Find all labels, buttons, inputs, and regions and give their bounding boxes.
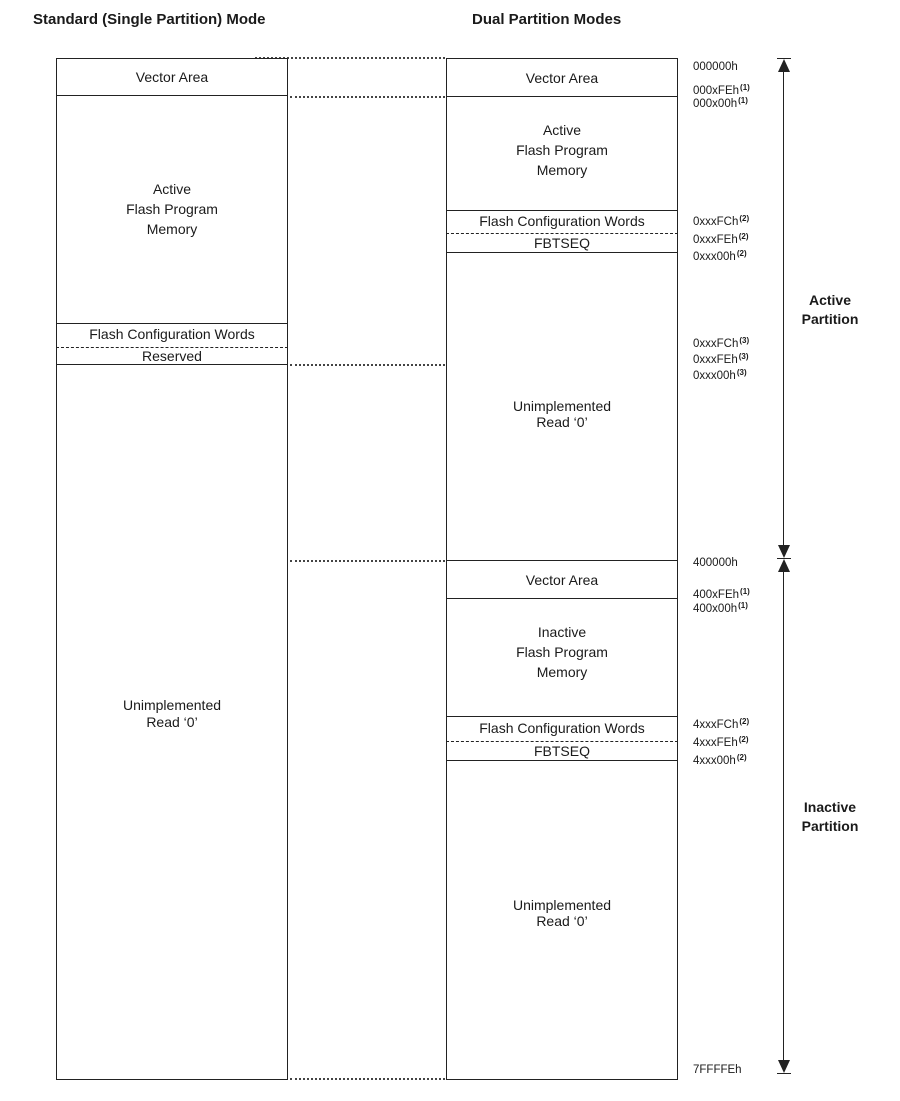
address-label: 0xxxFCh$^{(2)}$ — [693, 214, 750, 228]
address-label: 7FFFFEh — [693, 1064, 742, 1076]
connector-partition-boundary — [290, 560, 445, 562]
connector-bottom — [290, 1078, 445, 1080]
dual-active-fbtseq-bottom-line — [446, 252, 678, 253]
inactive-partition-label: Inactive Partition — [801, 799, 859, 834]
address-label: 4xxxFEh$^{(2)}$ — [693, 735, 749, 749]
dual-active-unimplemented: Unimplemented Read ‘0’ — [512, 398, 612, 430]
active-partition-label: Active Partition — [801, 292, 859, 327]
active-range-line — [783, 70, 784, 546]
standard-unimplemented: Unimplemented Read ‘0’ — [122, 697, 222, 730]
active-range-down-arrowhead — [778, 545, 790, 558]
address-label: 400000h — [693, 557, 738, 569]
dual-active-fbtseq: FBTSEQ — [533, 235, 590, 251]
address-label: 400xFEh$^{(1)}$ — [693, 587, 750, 601]
address-label: $000x00h^{(1)}$ — [693, 96, 748, 110]
dual-active-vector-divider — [446, 96, 678, 97]
dual-inactive-unimplemented: Unimplemented Read ‘0’ — [512, 897, 612, 929]
dual-mode-heading: Dual Partition Modes — [472, 11, 622, 28]
standard-active-flash: Active Flash Program Memory — [126, 181, 218, 237]
inactive-range-up-arrowhead — [778, 559, 790, 572]
address-label: $0xxx00h^{(3)}$ — [693, 368, 747, 382]
dual-inactive-fbtseq: FBTSEQ — [533, 743, 590, 759]
connector-vector-end — [290, 96, 445, 98]
inactive-range-bottom-tick — [777, 1073, 791, 1074]
standard-vector-area: Vector Area — [135, 69, 209, 85]
address-label: $400x00h^{(1)}$ — [693, 601, 748, 615]
address-label: 0xxxFEh$^{(2)}$ — [693, 232, 749, 246]
dual-inactive-fbtseq-bottom-line — [446, 760, 678, 761]
dual-inactive-config-top-line — [446, 716, 678, 717]
address-label: $4xxx00h^{(2)}$ — [693, 753, 747, 767]
dual-inactive-vector-divider — [446, 598, 678, 599]
inactive-range-line — [783, 571, 784, 1061]
dual-active-flash-config-words: Flash Configuration Words — [479, 213, 645, 229]
address-label: 4xxxFCh$^{(2)}$ — [693, 717, 750, 731]
standard-vector-divider — [56, 95, 288, 96]
dual-active-vector-area: Vector Area — [525, 70, 599, 86]
dual-partition-boundary — [446, 560, 678, 561]
standard-reserved: Reserved — [142, 348, 202, 364]
address-label: $0xxx00h^{(2)}$ — [693, 249, 747, 263]
dual-inactive-flash-config-words: Flash Configuration Words — [479, 720, 645, 736]
address-label: 0xxxFCh$^{(3)}$ — [693, 336, 750, 350]
address-label: 000000h — [693, 61, 738, 73]
dual-active-flash: Active Flash Program Memory — [516, 122, 608, 178]
dual-inactive-flash: Inactive Flash Program Memory — [516, 624, 608, 680]
address-label: 0xxxFEh$^{(3)}$ — [693, 352, 749, 366]
inactive-range-down-arrowhead — [778, 1060, 790, 1073]
standard-mode-heading: Standard (Single Partition) Mode — [33, 11, 266, 28]
active-range-up-arrowhead — [778, 59, 790, 72]
connector-reserved-end — [290, 364, 445, 366]
standard-flash-config-words: Flash Configuration Words — [89, 326, 255, 342]
standard-reserved-bottom-line — [56, 364, 288, 365]
dual-inactive-vector-area: Vector Area — [525, 572, 599, 588]
address-label: 000xFEh$^{(1)}$ — [693, 83, 750, 97]
